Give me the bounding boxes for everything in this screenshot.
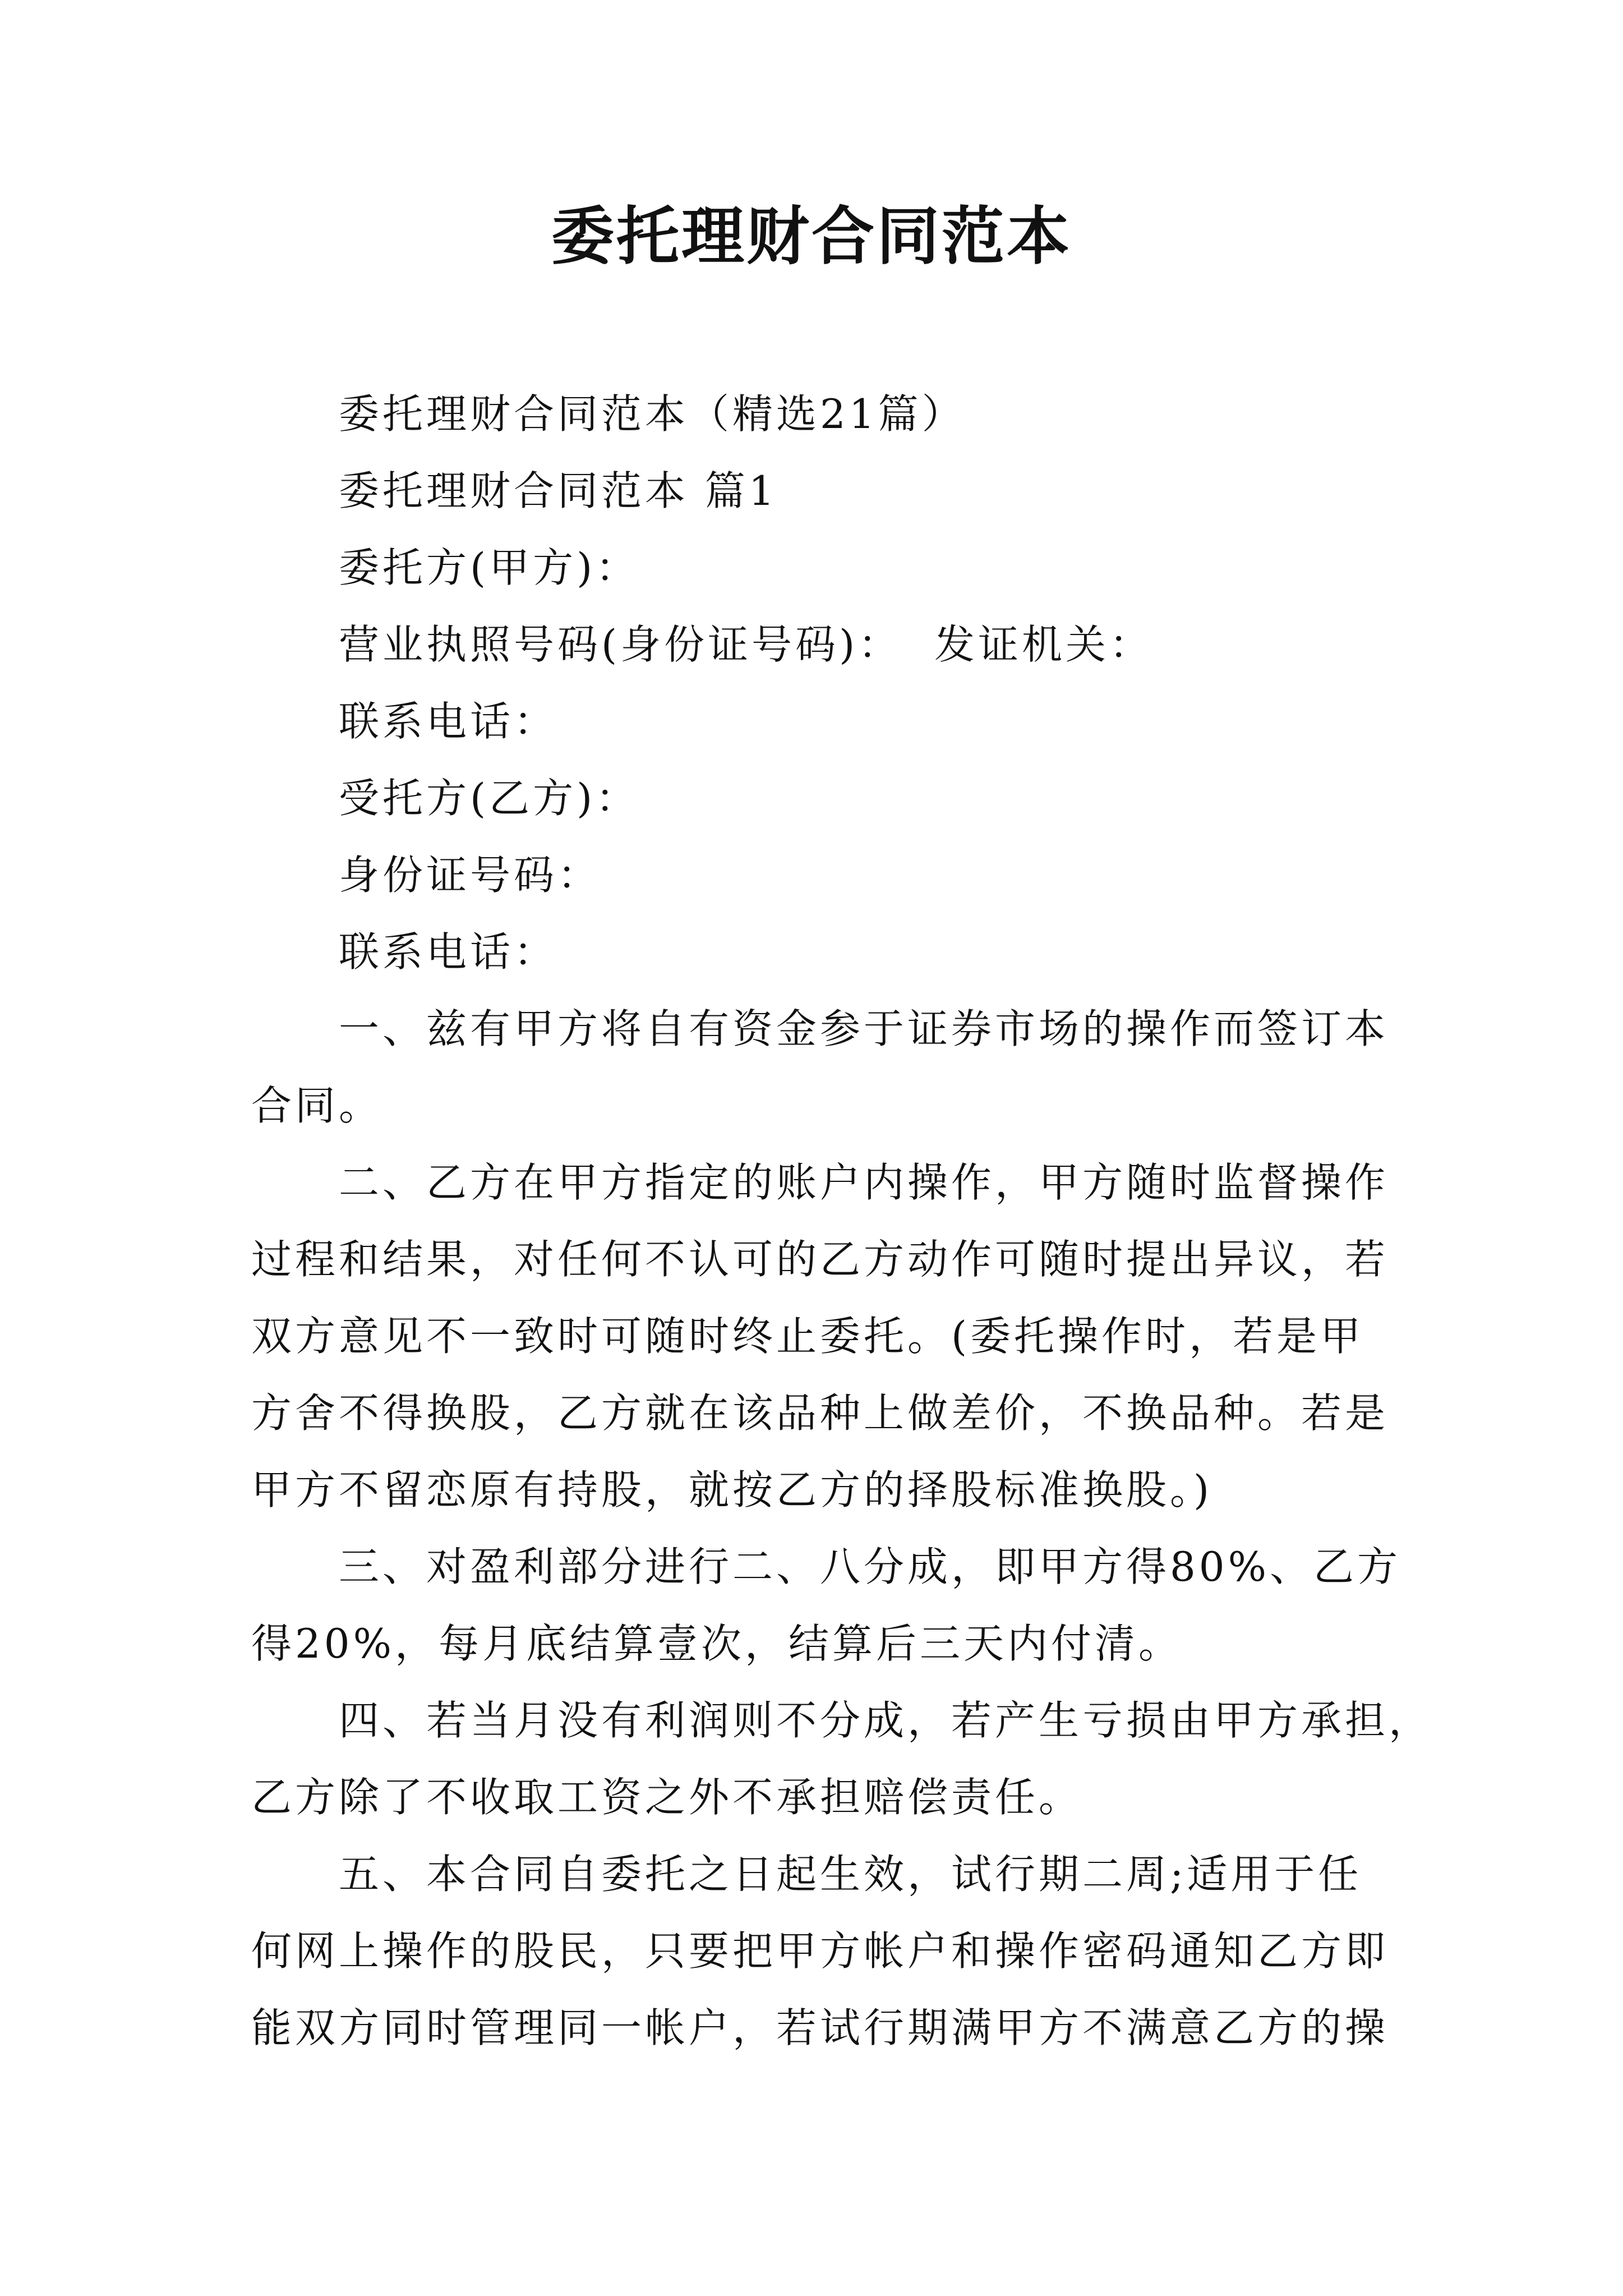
document-line: 乙方除了不收取工资之外不承担赔偿责任。 [251,1774,1083,1821]
document-line: 三、对盈利部分进行二、八分成，即甲方得80%、乙方 [339,1543,1401,1590]
document-line: 五、本合同自委托之日起生效，试行期二周;适用于任 [339,1851,1362,1898]
document-line: 甲方不留恋原有持股，就按乙方的择股标准换股。) [251,1466,1213,1513]
document-line: 营业执照号码(身份证号码)： 发证机关： [339,621,1153,668]
document-body [251,376,1433,2067]
document-line: 过程和结果，对任何不认可的乙方动作可随时提出异议，若 [251,1236,1389,1283]
document-line: 二、乙方在甲方指定的账户内操作，甲方随时监督操作 [339,1159,1389,1206]
document-line: 委托理财合同范本 篇1 [339,467,778,514]
document-line: 受托方(乙方)： [339,775,640,822]
document-line: 联系电话： [339,698,558,745]
document-line: 四、若当月没有利润则不分成，若产生亏损由甲方承担， [339,1697,1433,1744]
document-title: 委托理财合同范本 [551,200,1072,273]
document-line: 一、兹有甲方将自有资金参于证券市场的操作而签订本 [339,1005,1389,1052]
document-line: 能双方同时管理同一帐户，若试行期满甲方不满意乙方的操 [251,2004,1389,2051]
document-line: 委托理财合同范本（精选21篇） [339,390,966,438]
document-line: 方舍不得换股，乙方就在该品种上做差价，不换品种。若是 [251,1389,1389,1437]
document-line: 得20%，每月底结算壹次，结算后三天内付清。 [251,1620,1183,1667]
document-line: 合同。 [251,1082,383,1129]
document-line: 何网上操作的股民，只要把甲方帐户和操作密码通知乙方即 [251,1927,1389,1975]
document-line: 双方意见不一致时可随时终止委托。(委托操作时，若是甲 [251,1313,1364,1360]
document-line: 联系电话： [339,928,558,976]
document-line: 委托方(甲方)： [339,544,640,591]
document-line: 身份证号码： [339,852,602,899]
